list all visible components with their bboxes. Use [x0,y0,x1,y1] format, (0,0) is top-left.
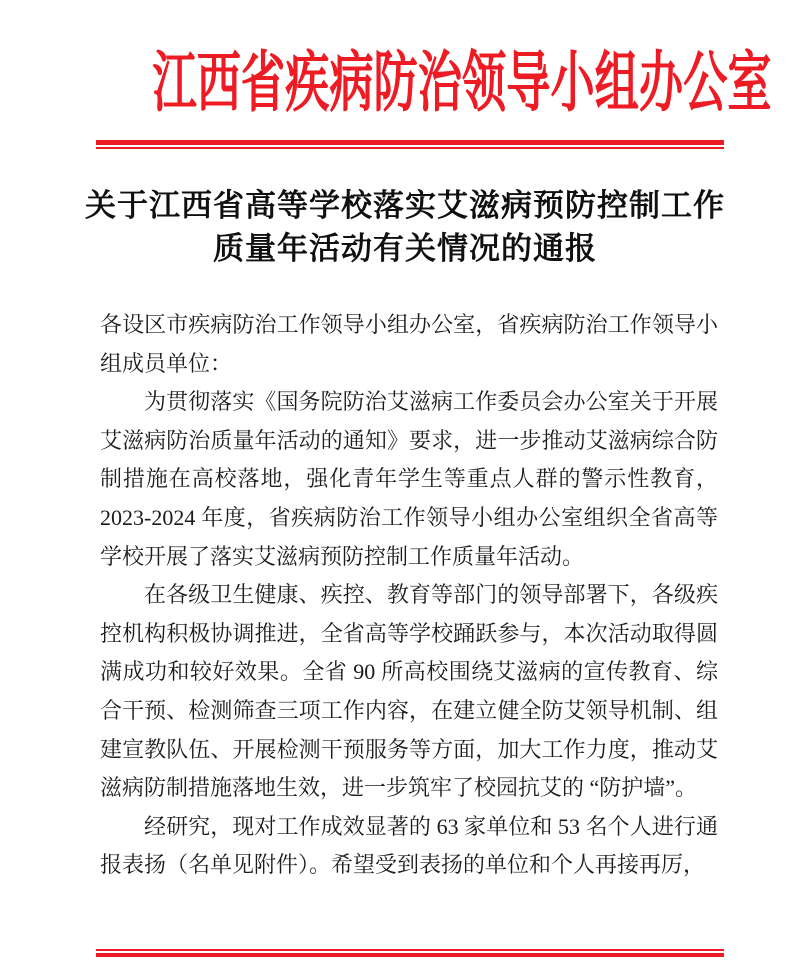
letterhead-org-name: 江西省疾病防治领导小组办公室 [152,47,772,120]
body-paragraph: 为贯彻落实《国务院防治艾滋病工作委员会办公室关于开展艾滋病防治质量年活动的通知》要求，进一步推动艾滋病综合防制措施在高校落地，强化青年学生等重点人群的警示性教育，2023-2024 年度，省疾病防治工作领导小组办公室组织全省高等学校开展了落实艾滋病预防控制工作质量年活动。 [100,389,718,569]
body-paragraph: 经研究，现对工作成效显著的 63 家单位和 53 名个人进行通报表扬（名单见附件）。希望受到表扬的单位和个人再接再厉， [100,813,718,878]
letterhead [0,36,810,132]
salutation-line: 各设区市疾病防治工作领导小组办公室，省疾病防治工作领导小组成员单位： [100,312,718,376]
footer-double-rule [96,949,724,957]
document-body [100,306,718,885]
document-title-line-1: 关于江西省高等学校落实艾滋病预防控制工作 [85,188,725,223]
document-title-line-2: 质量年活动有关情况的通报 [213,231,597,266]
letterhead-double-rule [96,140,724,149]
body-paragraph: 在各级卫生健康、疾控、教育等部门的领导部署下，各级疾控机构积极协调推进，全省高等学校踊跃参与，本次活动取得圆满成功和较好效果。全省 90 所高校围绕艾滋病的宣传教育、综合干预、检测筛查三项工作内容，在建立健全防艾领导机制、组建宣教队伍、开展检测干预服务等方面，加大工作力度，推动艾滋病防制措施落地生效，进一步筑牢了校园抗艾的 “防护墙”。 [100,582,718,801]
document-title [60,184,750,270]
